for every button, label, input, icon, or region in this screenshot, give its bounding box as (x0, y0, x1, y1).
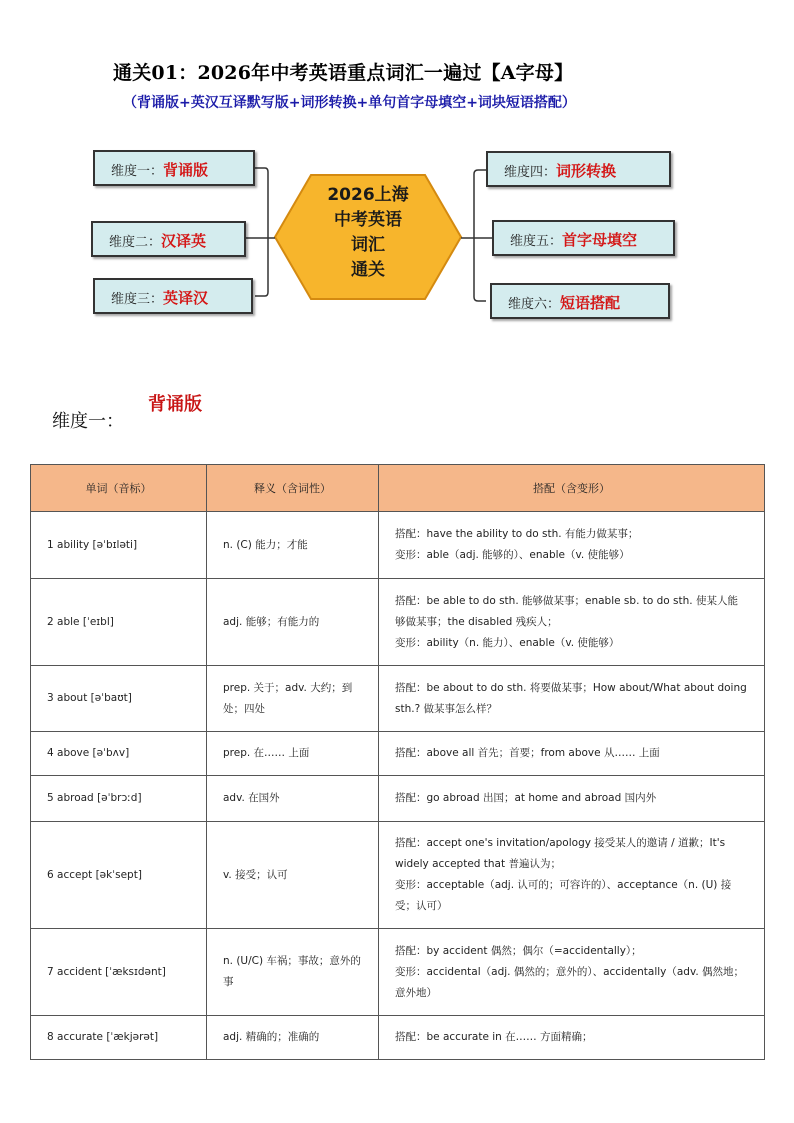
cell-meaning: n. (C) 能力；才能 (207, 512, 379, 579)
section-tag: 背诵版 (148, 394, 202, 415)
collocation-line: 搭配：above all 首先；首要；from above 从…… 上面 (395, 747, 660, 759)
right-connector (461, 170, 492, 301)
center-line-1: 2026上海 (327, 185, 409, 205)
cell-collocation (379, 732, 765, 776)
dimension-value: 汉译英 (161, 232, 207, 250)
dimension-value: 词形转换 (556, 162, 617, 180)
cell-word: 4 above [əˈbʌv] (31, 732, 207, 776)
collocation-line: 搭配：go abroad 出国；at home and abroad 国内外 (395, 792, 657, 804)
cell-collocation (379, 1016, 765, 1060)
table-row (31, 822, 765, 929)
dimension-label: 维度二： (109, 235, 162, 250)
table-row (31, 1016, 765, 1060)
cell-word: 3 about [əˈbaʊt] (31, 666, 207, 732)
dimension-3-box (93, 278, 253, 314)
collocation-line: 变形：able（adj. 能够的）、enable（v. 使能够） (395, 549, 630, 561)
center-line-2: 中考英语 (334, 210, 402, 230)
dimension-2-box (91, 221, 246, 257)
dimension-value: 短语搭配 (560, 294, 621, 312)
cell-meaning: v. 接受；认可 (207, 822, 379, 929)
collocation-line: 搭配：by accident 偶然；偶尔（=accidentally）； (395, 944, 642, 957)
table-row (31, 929, 765, 1016)
dimension-label: 维度三： (111, 292, 164, 307)
collocation-line: 变形：accidental（adj. 偶然的；意外的）、accidentally（adv. 偶然地；意外地） (395, 965, 745, 999)
dimension-label: 维度一： (111, 164, 164, 179)
cell-meaning: adv. 在国外 (207, 776, 379, 822)
page-subtitle: （背诵版+英汉互译默写版+词形转换+单句首字母填空+词块短语搭配） (123, 95, 576, 111)
header-meaning: 释义（含词性） (207, 465, 379, 512)
cell-meaning: n. (U/C) 车祸；事故；意外的事 (207, 929, 379, 1016)
cell-word: 2 able [ˈeɪbl] (31, 579, 207, 666)
dimension-4-box (486, 151, 671, 187)
center-line-3: 词汇 (351, 235, 385, 255)
cell-word: 6 accept [əkˈsept] (31, 822, 207, 929)
collocation-line: 变形：acceptable（adj. 认可的；可容许的）、acceptance（n. (U) 接受；认可） (395, 879, 732, 912)
dimension-label: 维度五： (510, 234, 563, 249)
table-row (31, 512, 765, 579)
header-collocation: 搭配（含变形） (379, 465, 765, 512)
dimension-label: 维度四： (504, 165, 557, 180)
cell-collocation (379, 929, 765, 1016)
dimension-label: 维度六： (508, 297, 561, 312)
dimension-value: 背诵版 (163, 161, 209, 179)
collocation-line: 变形：ability（n. 能力）、enable（v. 使能够） (395, 636, 620, 649)
cell-collocation (379, 512, 765, 579)
cell-collocation (379, 776, 765, 822)
cell-word: 8 accurate [ˈækjərət] (31, 1016, 207, 1060)
vocabulary-table (30, 464, 765, 1060)
left-connector (246, 168, 275, 296)
collocation-line: 搭配：be accurate in 在…… 方面精确； (395, 1031, 593, 1043)
page-title: 通关01：2026年中考英语重点词汇一遍过【A字母】 (113, 62, 574, 84)
table-row (31, 666, 765, 732)
header-word: 单词（音标） (31, 465, 207, 512)
cell-word: 7 accident [ˈæksɪdənt] (31, 929, 207, 1016)
dimension-value: 英译汉 (163, 289, 209, 307)
cell-meaning: adj. 精确的；准确的 (207, 1016, 379, 1060)
mindmap-center-text (300, 183, 436, 283)
table-row (31, 776, 765, 822)
cell-collocation (379, 822, 765, 929)
cell-word: 5 abroad [əˈbrɔːd] (31, 776, 207, 822)
dimension-6-box (490, 283, 670, 319)
collocation-line: 搭配：have the ability to do sth. 有能力做某事； (395, 528, 639, 540)
dimension-value: 首字母填空 (562, 231, 638, 249)
dimension-5-box (492, 220, 675, 256)
center-line-4: 通关 (351, 260, 385, 280)
collocation-line: 搭配：accept one's invitation/apology 接受某人的邀请 / 道歉；It's widely accepted that 普遍认为； (395, 837, 726, 870)
table-row (31, 732, 765, 776)
cell-collocation (379, 579, 765, 666)
collocation-line: 搭配：be about to do sth. 将要做某事；How about/What about doing sth.? 做某事怎么样？ (395, 681, 747, 715)
collocation-line: 搭配：be able to do sth. 能够做某事；enable sb. to do sth. 使某人能够做某事；the disabled 残疾人； (395, 594, 738, 628)
section-arrow-label: 维度一： (52, 411, 124, 432)
dimension-1-box (93, 150, 255, 186)
cell-meaning: prep. 在…… 上面 (207, 732, 379, 776)
table-row (31, 579, 765, 666)
table-header-row (31, 465, 765, 512)
cell-meaning: prep. 关于；adv. 大约；到处；四处 (207, 666, 379, 732)
cell-word: 1 ability [əˈbɪləti] (31, 512, 207, 579)
cell-collocation (379, 666, 765, 732)
cell-meaning: adj. 能够；有能力的 (207, 579, 379, 666)
